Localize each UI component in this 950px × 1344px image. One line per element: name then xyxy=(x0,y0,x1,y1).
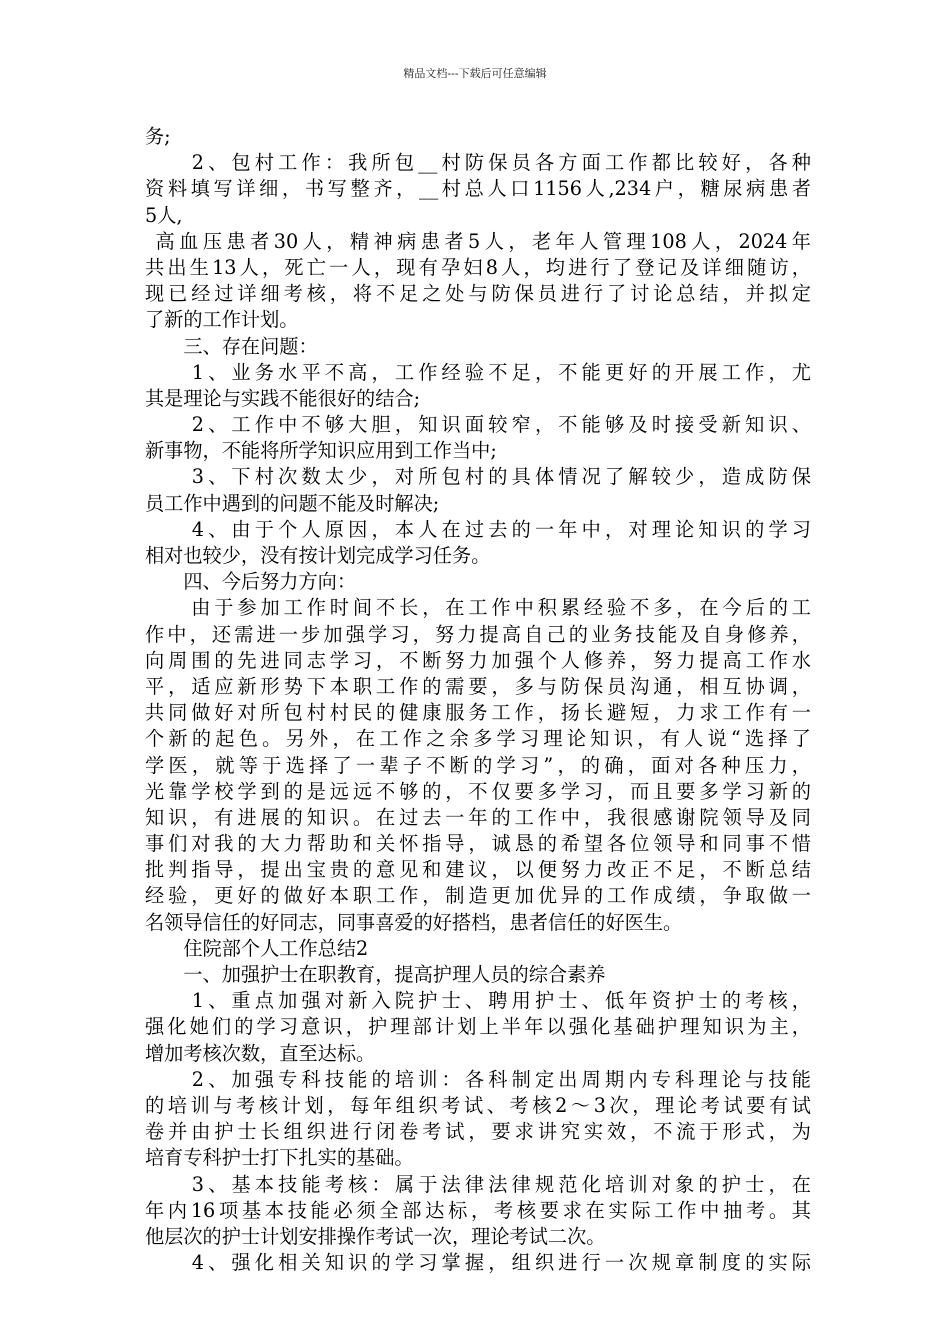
text-line: 年内16项基本技能必须全部达标，考核要求在实际工作中抽考。其 xyxy=(145,1198,811,1222)
text-line: 4、强化相关知识的学习掌握，组织进行一次规章制度的实际 xyxy=(145,1251,811,1275)
text-line: 共出生13人，死亡一人，现有孕妇8人，均进行了登记及详细随访， xyxy=(145,255,811,279)
text-line: 经验，更好的做好本职工作，制造更加优异的工作成绩，争取做一 xyxy=(145,884,811,908)
text-line: 务; xyxy=(145,125,171,148)
text-line: 三、存在问题： xyxy=(145,334,318,358)
text-line: 新事物，不能将所学知识应用到工作当中; xyxy=(145,439,497,463)
text-line: 培育专科护士打下扎实的基础。 xyxy=(145,1146,414,1170)
text-line: 增加考核次数，直至达标。 xyxy=(145,1041,376,1065)
text-line: 相对也较少，没有按计划完成学习任务。 xyxy=(145,544,491,567)
text-line: 的培训与考核计划，每年组织考试、考核2～3次，理论考试要有试 xyxy=(145,1093,811,1117)
text-line: 批判指导，提出宝贵的意见和建议，以便努力改正不足，不断总结 xyxy=(145,858,811,882)
page-header: 精品文档---下载后可任意编辑 xyxy=(403,67,547,80)
text-line: 高血压患者30人，精神病患者5人，老年人管理108人，2024年 xyxy=(145,229,811,253)
text-line: 名领导信任的好同志，同事喜爱的好搭档，患者信任的好医生。 xyxy=(145,910,683,934)
text-line: 了新的工作计划。 xyxy=(145,308,299,332)
document-body xyxy=(145,124,811,1276)
text-line: 知识，有进展的知识。在过去一年的工作中，我很感谢院领导及同 xyxy=(145,805,811,829)
text-line: 5人, xyxy=(145,203,183,227)
text-line: 卷并由护士长组织进行闭卷考试，要求讲究实效，不流于形式，为 xyxy=(145,1120,811,1144)
text-line: 他层次的护士计划安排操作考试一次，理论考试二次。 xyxy=(145,1224,606,1248)
text-line: 个新的起色。另外，在工作之余多学习理论知识，有人说“选择了 xyxy=(145,727,811,751)
text-line: 作中，还需进一步加强学习，努力提高自己的业务技能及自身修养， xyxy=(145,622,811,646)
text-line: 2、工作中不够大胆，知识面较窄，不能够及时接受新知识、 xyxy=(145,413,811,437)
text-line: 一、加强护士在职教育，提高护理人员的综合素养 xyxy=(145,963,606,986)
text-line: 向周围的先进同志学习，不断努力加强个人修养，努力提高工作水 xyxy=(145,648,811,672)
text-line: 事们对我的大力帮助和关怀指导，诚恳的希望各位领导和同事不惜 xyxy=(145,832,811,856)
text-line: 3、基本技能考核：属于法律法律规范化培训对象的护士，在 xyxy=(145,1172,811,1196)
text-line: 由于参加工作时间不长，在工作中积累经验不多，在今后的工 xyxy=(145,596,811,620)
text-line: 光靠学校学到的是远远不够的，不仅要多学习，而且要多学习新的 xyxy=(145,779,811,803)
text-line: 现已经过详细考核，将不足之处与防保员进行了讨论总结，并拟定 xyxy=(145,282,811,306)
text-line: 1、业务水平不高，工作经验不足，不能更好的开展工作，尤 xyxy=(145,360,811,384)
text-line: 资料填写详细，书写整齐，__村总人口1156人,234户，糖尿病患者 xyxy=(145,177,811,201)
text-line: 强化她们的学习意识，护理部计划上半年以强化基础护理知识为主， xyxy=(145,1015,811,1039)
text-line: 2、包村工作：我所包__村防保员各方面工作都比较好，各种 xyxy=(145,151,811,175)
text-line: 平，适应新形势下本职工作的需要，多与防保员沟通，相互协调， xyxy=(145,674,811,698)
text-line: 学医，就等于选择了一辈子不断的学习”，的确，面对各种压力， xyxy=(145,753,811,777)
text-line: 员工作中遇到的问题不能及时解决; xyxy=(145,491,440,515)
text-line: 其是理论与实践不能很好的结合; xyxy=(145,386,421,410)
text-line: 4、由于个人原因，本人在过去的一年中，对理论知识的学习 xyxy=(145,517,811,541)
text-line: 3、下村次数太少，对所包村的具体情况了解较少，造成防保 xyxy=(145,465,811,489)
text-line: 住院部个人工作总结2 xyxy=(145,936,369,960)
text-line: 1、重点加强对新入院护士、聘用护士、低年资护士的考核， xyxy=(145,989,811,1013)
text-line: 四、今后努力方向： xyxy=(145,570,357,594)
text-line: 共同做好对所包村村民的健康服务工作，扬长避短，力求工作有一 xyxy=(145,701,811,725)
text-line: 2、加强专科技能的培训：各科制定出周期内专科理论与技能 xyxy=(145,1067,811,1091)
